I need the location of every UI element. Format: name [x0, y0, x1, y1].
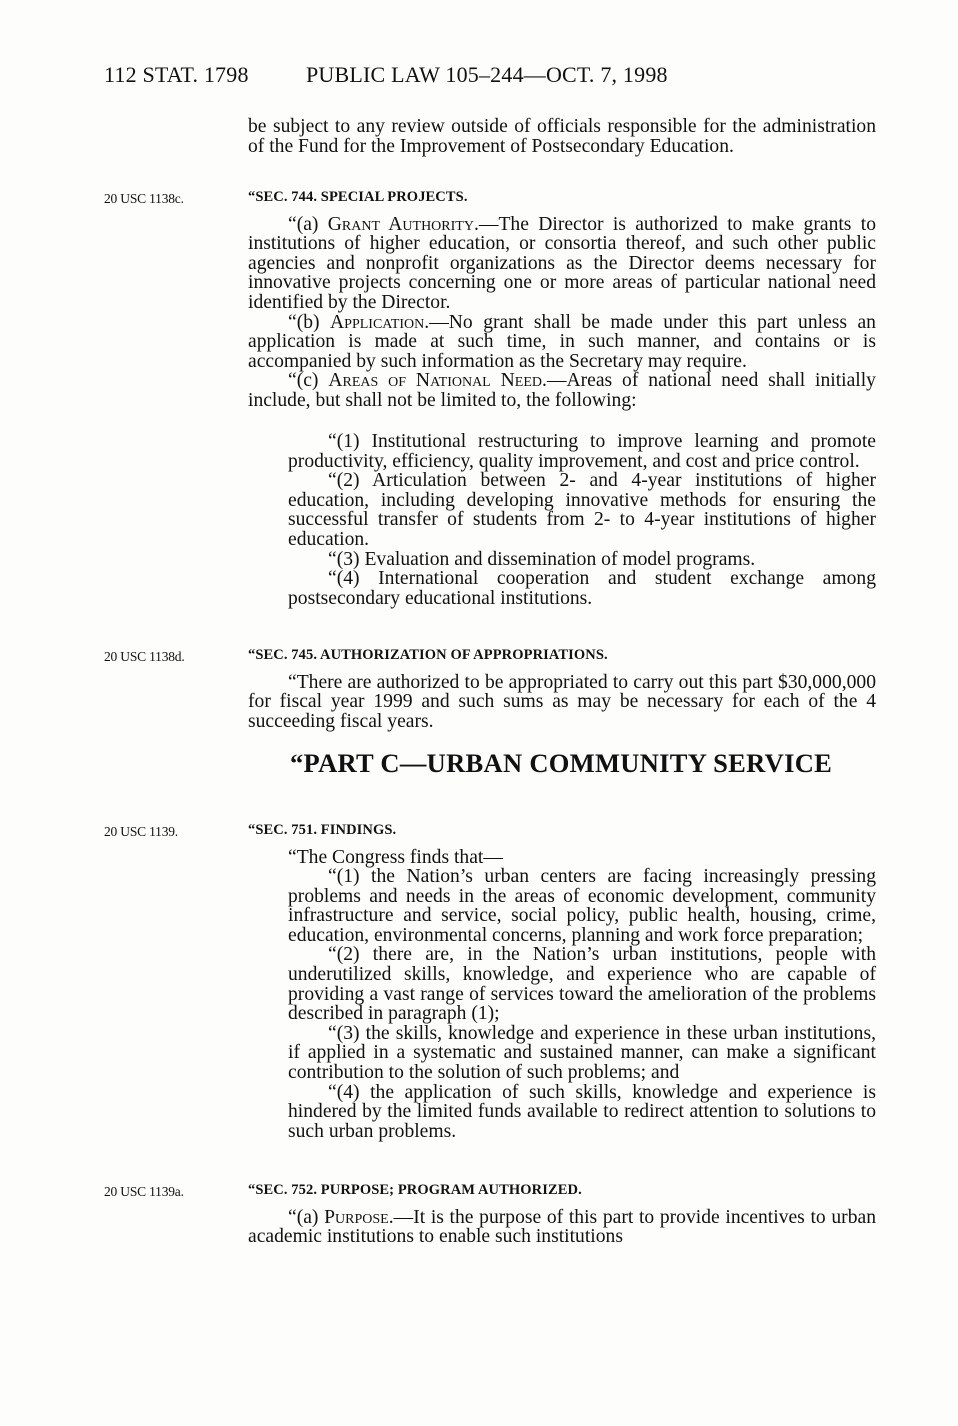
- subsection-c-title: Areas of National Need.: [328, 370, 547, 392]
- section-752: [248, 1181, 876, 1247]
- part-c-heading: “PART C—URBAN COMMUNITY SERVICE: [290, 748, 833, 778]
- paragraph-c1: “(1) Institutional restructuring to improve learning and promote productivity, efficiency, quality improvement, and cost and price control.: [288, 431, 876, 472]
- section-744-c: [248, 371, 876, 410]
- section-751: [248, 821, 876, 867]
- margin-note-1139a: 20 USC 1139a.: [104, 1184, 184, 1199]
- section-752-a: [248, 1208, 876, 1247]
- purpose-lead: “(a): [288, 1206, 325, 1228]
- intro-paragraph: [248, 117, 876, 156]
- margin-note-1138d: 20 USC 1138d.: [104, 649, 185, 664]
- subsection-c-text: —Areas of national need shall initially include, but shall not be limited to, the following:: [248, 370, 876, 411]
- intro-text: be subject to any review outside of officials responsible for the administration of the Fund for the Improvement of Postsecondary Education.: [248, 116, 876, 157]
- finding-1: “(1) the Nation’s urban centers are facing increasingly pressing problems and needs in the areas of economic development, community infrastructure and service, social policy, public health, housing, crime, education, environmental concerns, planning and work force preparation;: [288, 866, 876, 946]
- purpose-title: Purpose.: [324, 1206, 394, 1228]
- subsection-a-lead: “(a): [288, 213, 328, 235]
- margin-note-1139: 20 USC 1139.: [104, 824, 178, 839]
- paragraph-c2: “(2) Articulation between 2- and 4-year institutions of higher education, including developing innovative methods for ensuring the successful transfer of students from 2- to 4-year institutions of higher education.: [288, 470, 876, 550]
- section-745-heading: “SEC. 745. AUTHORIZATION OF APPROPRIATIONS.: [248, 647, 608, 663]
- public-law-citation: PUBLIC LAW 105–244—OCT. 7, 1998: [306, 62, 668, 87]
- section-745-text: “There are authorized to be appropriated to carry out this part $30,000,000 for fiscal year 1999 and such sums as may be necessary for each of the 4 succeeding fiscal years.: [248, 671, 876, 732]
- section-751-heading: “SEC. 751. FINDINGS.: [248, 822, 397, 838]
- subsection-a-title: Grant Authority.: [327, 213, 479, 235]
- section-751-lead: “The Congress finds that—: [288, 846, 503, 868]
- subsection-b-lead: “(b): [288, 311, 331, 333]
- section-744: [248, 188, 876, 411]
- section-744-a: [248, 215, 876, 313]
- subsection-b-title: Application.: [330, 311, 430, 333]
- section-744-heading: “SEC. 744. SPECIAL PROJECTS.: [248, 189, 468, 205]
- paragraph-c3: “(3) Evaluation and dissemination of model programs.: [328, 548, 756, 570]
- finding-3: “(3) the skills, knowledge and experience in these urban institutions, if applied in a systematic and sustained manner, can make a significant contribution to the solution of such problems; and: [288, 1022, 876, 1083]
- statute-page-number: 112 STAT. 1798: [104, 62, 249, 87]
- section-744-b: [248, 313, 876, 372]
- section-745: [248, 646, 876, 731]
- margin-note-1138c: 20 USC 1138c.: [104, 191, 184, 206]
- section-744-c-paragraphs: [288, 432, 876, 608]
- section-751-findings: [288, 867, 876, 1141]
- subsection-c-lead: “(c): [288, 370, 329, 392]
- subsection-a-text: —The Director is authorized to make grants to institutions of higher education, or consortia thereof, and such other public agencies and nonprofit organizations as the Director deems necessary for innovative projects concerning one or more areas of particular national need identified by the Director.: [248, 213, 876, 313]
- finding-4: “(4) the application of such skills, knowledge and experience is hindered by the limited funds available to redirect attention to solutions to such urban problems.: [288, 1081, 876, 1142]
- finding-2: “(2) there are, in the Nation’s urban institutions, people with underutilized skills, knowledge, and experience who are capable of providing a vast range of services toward the amelioration of the problems described in paragraph (1);: [288, 944, 876, 1025]
- purpose-text: —It is the purpose of this part to provide incentives to urban academic institutions to enable such institutions: [248, 1206, 876, 1248]
- paragraph-c4: “(4) International cooperation and student exchange among postsecondary educational institutions.: [288, 568, 876, 609]
- section-752-heading: “SEC. 752. PURPOSE; PROGRAM AUTHORIZED.: [248, 1182, 582, 1198]
- subsection-b-text: —No grant shall be made under this part unless an application is made at such time, in such manner, and contains or is accompanied by such information as the Secretary may require.: [248, 311, 876, 372]
